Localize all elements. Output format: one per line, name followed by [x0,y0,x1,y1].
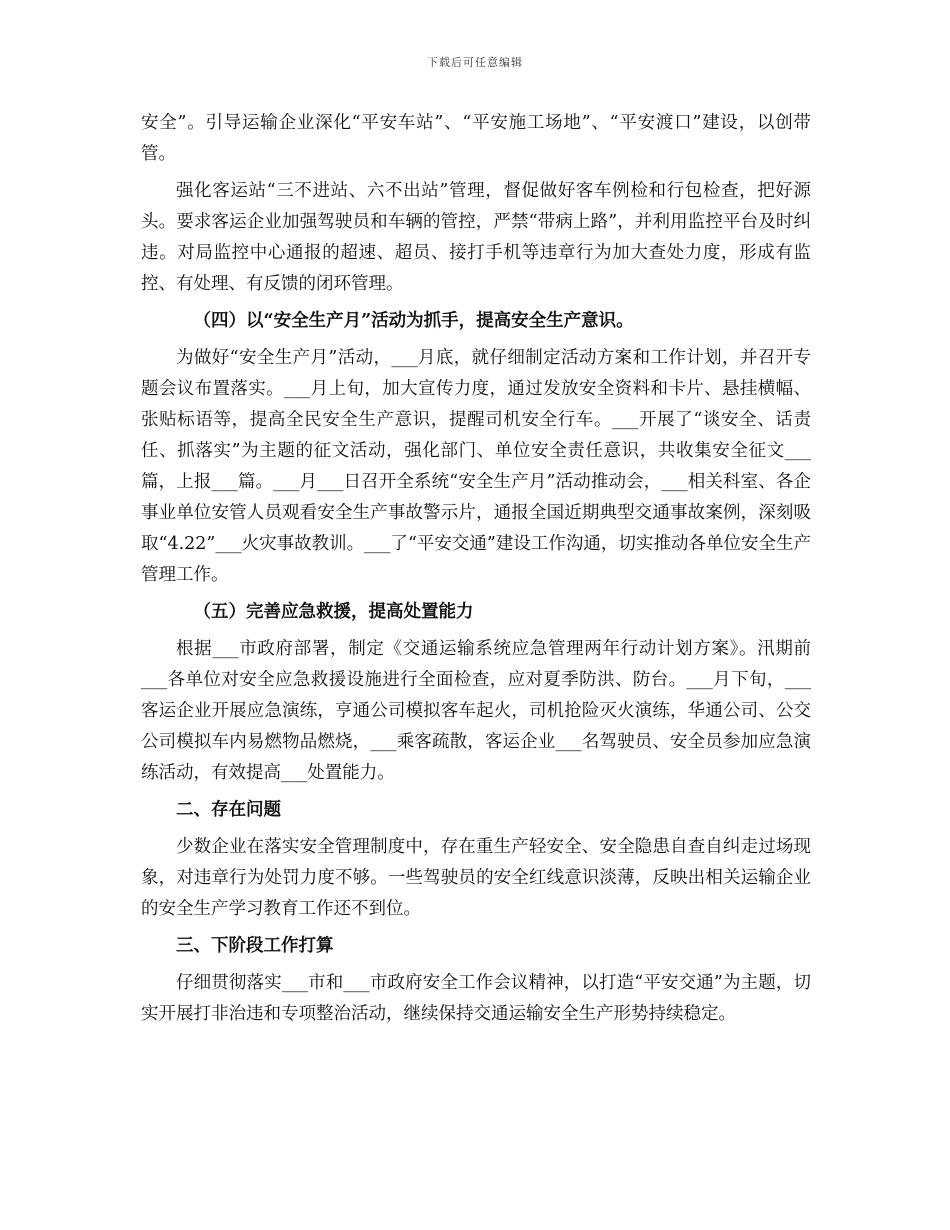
paragraph: 仔细贯彻落实___市和___市政府安全工作会议精神，以打造“平安交通”为主题，切实开展打非治违和专项整治活动，继续保持交通运输安全生产形势持续稳定。 [141,973,811,1024]
section-heading-problems: 二、存在问题 [176,800,281,820]
paragraph: 为做好“安全生产月”活动，___月底，就仔细制定活动方案和工作计划，并召开专题会议布置落实。___月上旬，加大宣传力度，通过发放安全资料和卡片、悬挂横幅、张贴标语等，提高全民安全生产意识，提醒司机安全行车。___开展了“谈安全、话责任、抓落实”为主题的征文活动，强化部门、单位安全责任意识，共收集安全征文___篇，上报___篇。___月___日召开全系统“安全生产月”活动推动会，___相关科室、各企事业单位安管人员观看安全生产事故警示片，通报全国近期典型交通事故案例，深刻吸取“4.22”___火灾事故教训。___了“平安交通”建设工作沟通，切实推动各单位安全生产管理工作。 [141,348,811,585]
section-heading-5: （五）完善应急救援，提高处置能力 [193,602,474,622]
paragraph: 强化客运站“三不进站、六不出站”管理，督促做好客车例检和行包检查，把好源头。要求客运企业加强驾驶员和车辆的管控，严禁“带病上路”，并利用监控平台及时纠违。对局监控中心通报的超速、超员、接打手机等违章行为加大查处力度，形成有监控、有处理、有反馈的闭环管理。 [141,181,811,294]
paragraph: 少数企业在落实安全管理制度中，存在重生产轻安全、安全隐患自查自纠走过场现象，对违章行为处罚力度不够。一些驾驶员的安全红线意识淡薄，反映出相关运输企业的安全生产学习教育工作还不到位。 [141,837,811,919]
paragraph: 根据___市政府部署，制定《交通运输系统应急管理两年行动计划方案》。汛期前___各单位对安全应急救援设施进行全面检查，应对夏季防洪、防台。___月下旬，___客运企业开展应急演练，亨通公司模拟客车起火，司机抢险灭火演练，华通公司、公交公司模拟车内易燃物品燃烧，___乘客疏散，客运企业___名驾驶员、安全员参加应急演练活动，有效提高___处置能力。 [141,639,811,783]
document-body [141,108,811,1036]
section-heading-next-steps: 三、下阶段工作打算 [176,936,334,956]
paragraph-continued: 安全”。引导运输企业深化“平安车站”、“平安施工场地”、“平安渡口”建设，以创带管。 [141,113,811,164]
section-heading-4: （四）以“安全生产月”活动为抓手，提高安全生产意识。 [193,311,634,331]
page-header-note: 下载后可任意编辑 [427,56,523,69]
